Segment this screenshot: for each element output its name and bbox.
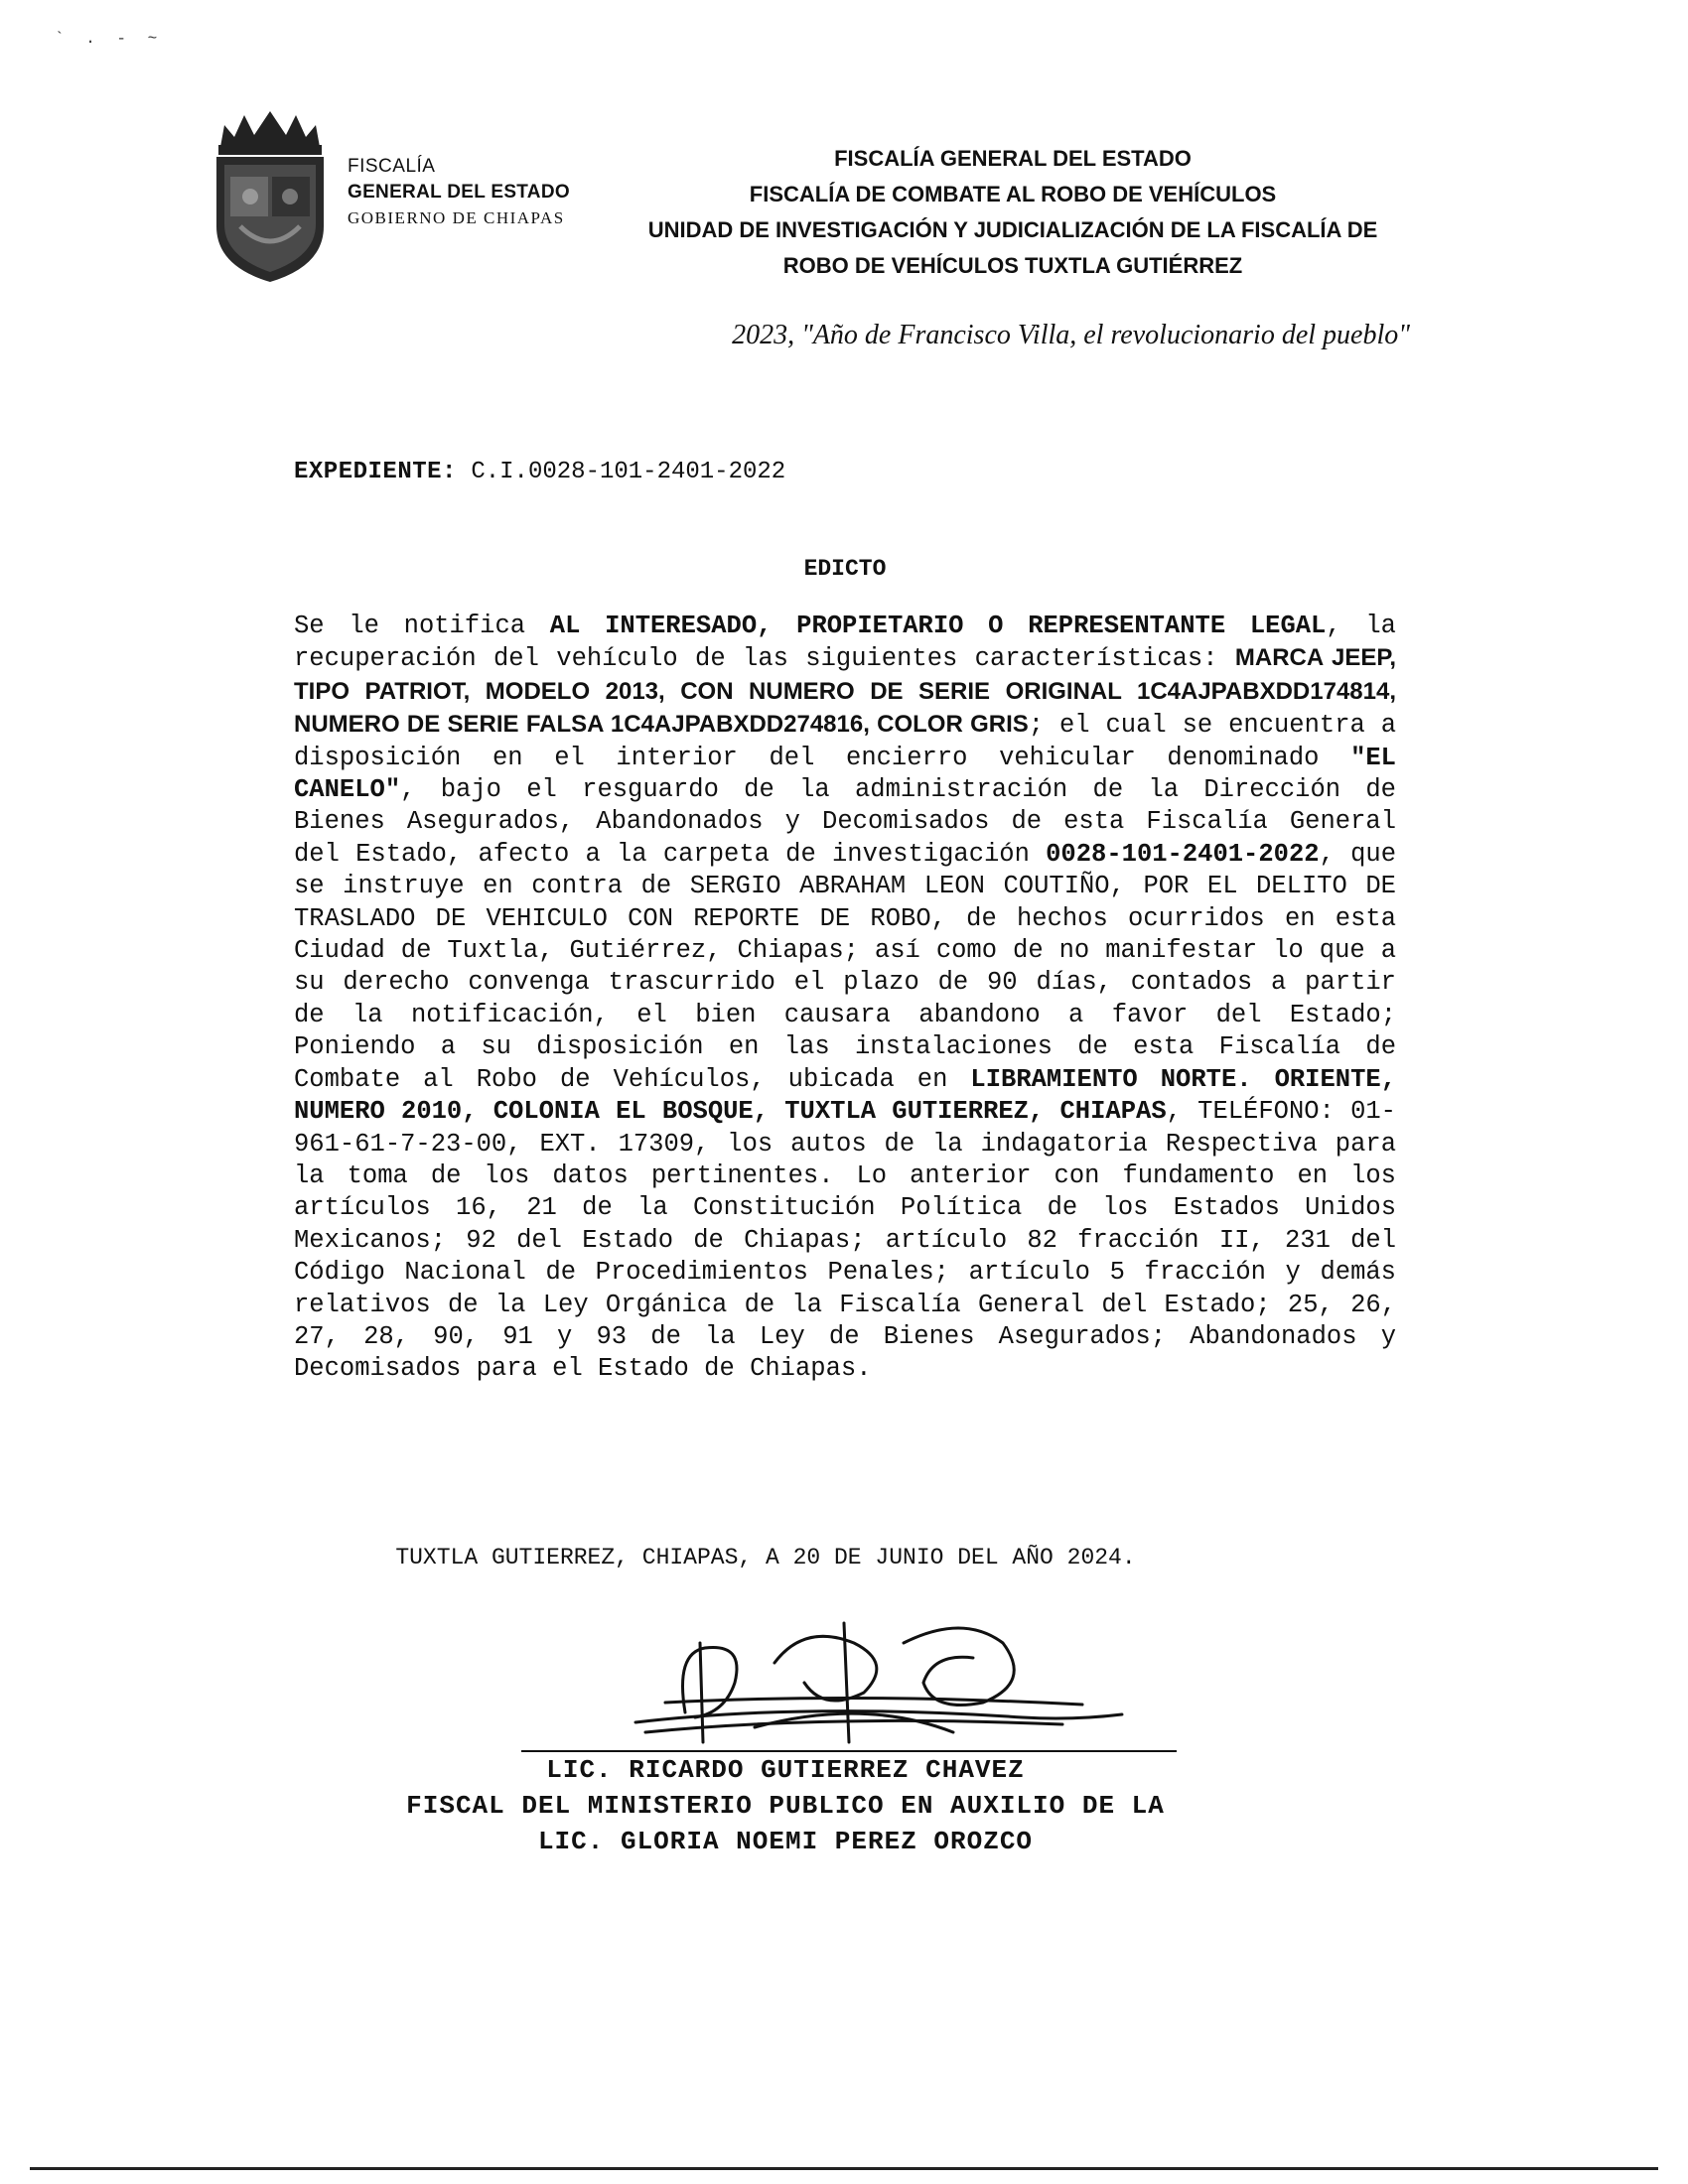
body-text-1: Se le notifica [294,612,550,640]
body-bold-lot-name: "EL CANELO" [294,743,1396,805]
institution-logo-text [348,154,570,231]
logo-line-fiscalia: FISCALÍA [348,156,436,177]
state-crest-icon [211,107,330,286]
body-bold-vehicle: MARCA JEEP, TIPO PATRIOT, MODELO 2013, CON NUMERO DE SERIE ORIGINAL 1C4AJPABXDD174814, NUMERO DE SERIE FALSA 1C4AJPABXDD274816, COLOR GRIS [294,644,1396,739]
header-line-4: ROBO DE VEHÍCULOS TUXTLA GUTIÉRREZ [782,253,1243,278]
body-text-5: , que se instruye en contra de SERGIO ABRAHAM LEON COUTIÑO, POR EL DELITO DE TRASLADO DE VEHICULO CON REPORTE DE ROBO, de hechos ocurridos en esta Ciudad de Tuxtla, Gutiérrez, Chiapas; así como de no manifestar lo que a su derecho convenga trascurrido el plazo de 90 días, contados a partir de la notificación, el bien causara abandono a favor del Estado; Poniendo a su disposición en las instalaciones de esta Fiscalía de Combate al Robo de Vehículos, ubicada en [294,839,1397,1094]
body-text-6: , TELÉFONO: 01-961-61-7-23-00, EXT. 17309, los autos de la indagatoria Respectiva para la toma de los datos pertinentes. Lo anterior con fundamento en los artículos 16, 21 de la Constitución Política de los Estados Unidos Mexicanos; 92 del Estado de Chiapas; artículo 82 fracción II, 231 del Código Nacional de Procedimientos Penales; artículo 5 fracción y demás relativos de la Ley Orgánica de la Fiscalía General del Estado; 25, 26, 27, 28, 90, 91 y 93 de la Ley de Bienes Asegurados; Abandonados y Decomisados para el Estado de Chiapas. [294,1097,1396,1384]
expediente-label: EXPEDIENTE: [294,459,457,485]
place-and-date [294,1545,1396,1570]
place-date-text: TUXTLA GUTIERREZ, CHIAPAS, A 20 DE JUNIO DEL AÑO 2024. [395,1545,1136,1570]
year-motto: 2023, "Año de Francisco Villa, el revolucionario del pueblo" [732,320,1410,350]
signer-name: LIC. RICARDO GUTIERREZ CHAVEZ [546,1755,1025,1785]
case-file-number [294,459,785,485]
header-line-1: FISCALÍA GENERAL DEL ESTADO [834,146,1192,171]
body-bold-address: LIBRAMIENTO NORTE. ORIENTE, NUMERO 2010, COLONIA EL BOSQUE, TUXTLA GUTIERREZ, CHIAPAS [294,1064,1397,1127]
signer-role: FISCAL DEL MINISTERIO PUBLICO EN AUXILIO DE LA [406,1791,1165,1821]
handwritten-signature [606,1603,1162,1752]
logo-line-general: GENERAL DEL ESTADO [348,182,570,203]
edict-body [294,611,1396,1386]
signer-name-2: LIC. GLORIA NOEMI PEREZ OROZCO [537,1827,1034,1856]
signer-block [294,1752,1396,1859]
scan-marks: ` . - ~ [55,30,164,48]
header-line-3: UNIDAD DE INVESTIGACIÓN Y JUDICIALIZACIÓN DE LA FISCALÍA DE [647,217,1378,242]
body-text-3: ; el cual se encuentra a disposición en el interior del encierro vehicular denominado [294,711,1397,772]
body-text-4: , bajo el resguardo de la administración de la Dirección de Bienes Asegurados, Abandonados y Decomisados de esta Fiscalía General del Estado, afecto a la carpeta de investigación [294,775,1396,869]
body-bold-addressee: AL INTERESADO, PROPIETARIO O REPRESENTANTE LEGAL [549,612,1327,640]
header-line-2: FISCALÍA DE COMBATE AL ROBO DE VEHÍCULOS [749,182,1277,206]
body-text-2: , la recuperación del vehículo de las siguientes características: [294,612,1396,674]
expediente-value: C.I.0028-101-2401-2022 [471,459,786,485]
document-title: EDICTO [803,556,887,582]
document-header [616,141,1410,284]
logo-line-gobierno: GOBIERNO DE CHIAPAS [348,208,565,227]
body-bold-case-number: 0028-101-2401-2022 [1046,839,1320,869]
page-bottom-edge [30,2167,1658,2170]
